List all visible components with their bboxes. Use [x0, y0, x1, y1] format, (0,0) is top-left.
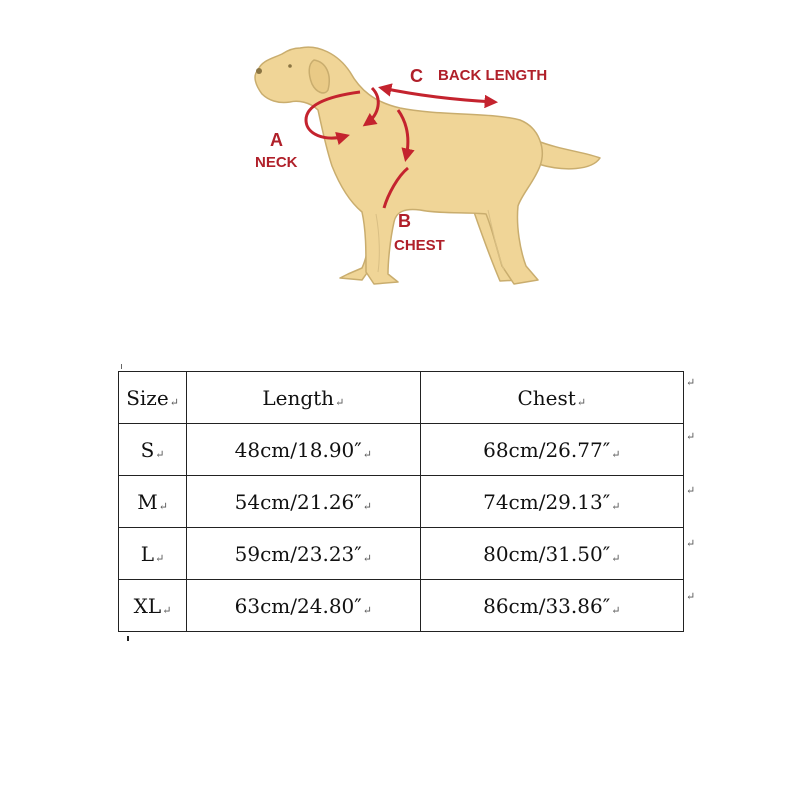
table-row — [119, 424, 684, 476]
cell-size: XL↵ — [119, 580, 187, 632]
dog-measurement-diagram — [0, 0, 800, 320]
row-end-mark: ↵ — [686, 484, 696, 497]
table-row — [119, 476, 684, 528]
table-header-row — [119, 372, 684, 424]
label-a: A — [270, 130, 283, 150]
cell-size: S↵ — [119, 424, 187, 476]
table-row — [119, 580, 684, 632]
label-c: C — [410, 66, 423, 86]
label-back-length: BACK LENGTH — [438, 67, 548, 84]
dog-nose — [256, 68, 262, 74]
label-chest: CHEST — [394, 237, 445, 254]
table-row — [119, 528, 684, 580]
header-length: Length↵ — [187, 372, 420, 424]
label-b: B — [398, 211, 411, 231]
size-chart-table — [118, 371, 684, 632]
label-neck: NECK — [255, 154, 298, 171]
row-end-mark: ↵ — [686, 376, 696, 389]
cell-length: 48cm/18.90″↵ — [187, 424, 420, 476]
row-end-mark: ↵ — [686, 590, 696, 603]
cursor-mark — [127, 636, 129, 641]
header-chest: Chest↵ — [420, 372, 683, 424]
row-end-mark: ↵ — [686, 430, 696, 443]
cell-chest: 74cm/29.13″↵ — [420, 476, 683, 528]
cell-size: L↵ — [119, 528, 187, 580]
header-size: Size↵ — [119, 372, 187, 424]
cell-chest: 68cm/26.77″↵ — [420, 424, 683, 476]
cell-length: 59cm/23.23″↵ — [187, 528, 420, 580]
row-end-mark: ↵ — [686, 537, 696, 550]
cell-chest: 86cm/33.86″↵ — [420, 580, 683, 632]
back-length-arrow — [382, 88, 494, 102]
cell-chest: 80cm/31.50″↵ — [420, 528, 683, 580]
dog-eye — [288, 64, 292, 68]
cell-length: 54cm/21.26″↵ — [187, 476, 420, 528]
cell-length: 63cm/24.80″↵ — [187, 580, 420, 632]
cell-size: M↵ — [119, 476, 187, 528]
table-corner-tick — [121, 364, 122, 369]
